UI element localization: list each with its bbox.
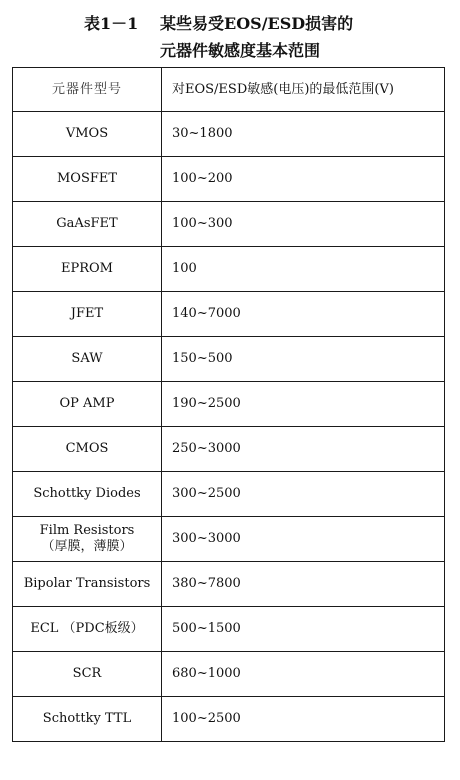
voltage-range-cell: 30~1800 xyxy=(162,112,445,157)
table-row xyxy=(13,697,445,742)
voltage-range-cell: 190~2500 xyxy=(162,382,445,427)
table-row xyxy=(13,517,445,562)
voltage-range-cell: 100~300 xyxy=(162,202,445,247)
table-number: 表1－1 xyxy=(84,14,139,33)
table-row xyxy=(13,157,445,202)
device-type-cell: Schottky TTL xyxy=(13,697,162,742)
table-row xyxy=(13,202,445,247)
table-row xyxy=(13,472,445,517)
table-row xyxy=(13,652,445,697)
voltage-range-cell: 100 xyxy=(162,247,445,292)
table-row xyxy=(13,607,445,652)
voltage-range-cell: 150~500 xyxy=(162,337,445,382)
device-type-cell: JFET xyxy=(13,292,162,337)
table-title-line-1: 某些易受EOS/ESD损害的 xyxy=(160,14,354,33)
table-row xyxy=(13,112,445,157)
device-type-cell: Bipolar Transistors xyxy=(13,562,162,607)
table-caption xyxy=(0,0,460,64)
voltage-range-cell: 380~7800 xyxy=(162,562,445,607)
voltage-range-cell: 100~200 xyxy=(162,157,445,202)
device-type-cell: GaAsFET xyxy=(13,202,162,247)
device-type-cell: EPROM xyxy=(13,247,162,292)
voltage-range-cell: 300~3000 xyxy=(162,517,445,562)
table-title-line-2: 元器件敏感度基本范围 xyxy=(160,41,321,60)
voltage-range-cell: 140~7000 xyxy=(162,292,445,337)
device-type-subtype: （厚膜，薄膜） xyxy=(41,539,133,554)
device-type-cell: ECL （PDC板级） xyxy=(13,607,162,652)
voltage-range-cell: 680~1000 xyxy=(162,652,445,697)
sensitivity-table xyxy=(12,67,445,742)
device-type-cell xyxy=(13,517,162,562)
device-type-cell: MOSFET xyxy=(13,157,162,202)
device-type-cell: CMOS xyxy=(13,427,162,472)
column-header-voltage-range: 对EOS/ESD敏感(电压)的最低范围(V) xyxy=(162,68,445,112)
table-row xyxy=(13,427,445,472)
table-row xyxy=(13,337,445,382)
device-type-cell: SCR xyxy=(13,652,162,697)
voltage-range-cell: 500~1500 xyxy=(162,607,445,652)
voltage-range-cell: 300~2500 xyxy=(162,472,445,517)
device-type-name: Film Resistors xyxy=(39,523,135,538)
voltage-range-cell: 250~3000 xyxy=(162,427,445,472)
voltage-range-cell: 100~2500 xyxy=(162,697,445,742)
table-row xyxy=(13,247,445,292)
table-row xyxy=(13,292,445,337)
table-row xyxy=(13,382,445,427)
device-type-cell: OP AMP xyxy=(13,382,162,427)
table-row xyxy=(13,562,445,607)
column-header-device-type: 元器件型号 xyxy=(13,68,162,112)
device-type-cell: SAW xyxy=(13,337,162,382)
device-type-cell: VMOS xyxy=(13,112,162,157)
device-type-cell: Schottky Diodes xyxy=(13,472,162,517)
table-header-row xyxy=(13,68,445,112)
